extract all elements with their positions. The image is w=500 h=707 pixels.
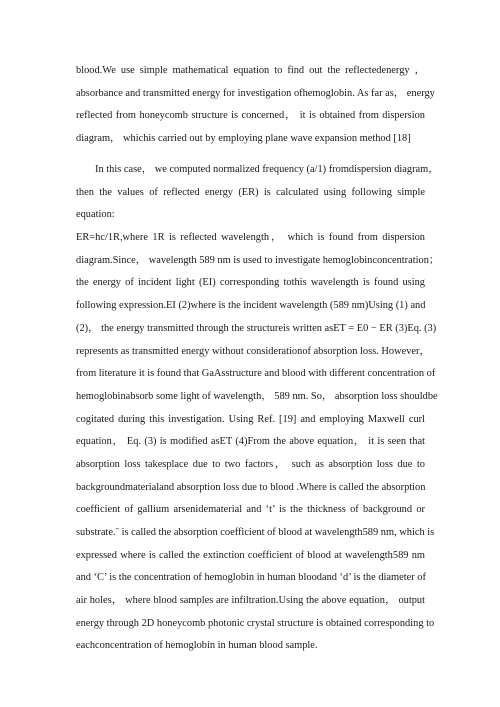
- text-line: eachconcentration of hemoglobin in human blood sample.: [76, 640, 318, 652]
- text-line: energy through 2D honeycomb photonic crystal structure is obtained corresponding to: [76, 617, 435, 629]
- text-line: and ‘C’ is the concentration of hemoglobin in human bloodand ‘d’ is the diameter of: [76, 572, 426, 584]
- text-line: the energy of incident light (EI) corresponding tothis wavelength is found using: [76, 277, 425, 289]
- text-line: substrate.ˉ is called the absorption coefficient of blood at wavelength589 nm, which is: [76, 527, 435, 538]
- text-line: blood.We use simple mathematical equation to find out the reflectedenergy ，: [76, 65, 425, 76]
- text-line: hemoglobinabsorb some light of wavelength， 589 nm. So， absorption loss shouldbe: [76, 390, 438, 402]
- paragraph-1: [76, 60, 435, 151]
- text-line: ER=hc/1R,where 1R is reflected wavelength， which is found from dispersion: [76, 232, 425, 244]
- text-line: backgroundmaterialand absorption loss due to blood .Where is called the absorption: [76, 481, 426, 493]
- text-line: diagram， whichis carried out by employing plane wave expansion method [18]: [76, 133, 411, 145]
- text-line: In this case， we computed normalized frequency (a/1) fromdispersion diagram，: [95, 164, 439, 175]
- text-line: expressed where is called the extinction coefficient of blood at wavelength589 nm: [76, 549, 425, 561]
- text-line: absorption loss takesplace due to two factors， such as absorption loss due to: [76, 458, 425, 470]
- text-line: represents as transmitted energy without considerationof absorption loss. However，: [76, 345, 430, 357]
- text-line: air holes， where blood samples are infiltration.Using the above equation， output: [76, 595, 425, 607]
- paragraph-2: [76, 159, 440, 658]
- text-line: equation:: [76, 209, 115, 221]
- text-line: diagram.Since， wavelength 589 nm is used to investigate hemoglobinconcentration；: [76, 254, 440, 266]
- text-line: coefficient of gallium arsenidematerial and ‘t’ is the thickness of background or: [76, 504, 425, 516]
- text-line: cogitated during this investigation. Using Ref. [19] and employing Maxwell curl: [76, 413, 425, 425]
- text-line: from literature it is found that GaAsstructure and blood with different concentration of: [76, 368, 436, 380]
- text-line: (2)， the energy transmitted through the structureis written asET = E0 − ER (3)Eq. (3): [76, 322, 437, 334]
- text-line: absorbance and transmitted energy for investigation ofhemoglobin. As far as， energy: [76, 87, 435, 99]
- text-line: following expression.EI (2)where is the incident wavelength (589 nm)Using (1) and: [76, 300, 426, 312]
- text-line: then the values of reflected energy (ER) is calculated using following simple: [76, 186, 425, 198]
- text-line: reflected from honeycomb structure is concerned， it is obtained from dispersion: [76, 110, 425, 122]
- text-line: equation， Eq. (3) is modified asET (4)From the above equation， it is seen that: [76, 436, 425, 448]
